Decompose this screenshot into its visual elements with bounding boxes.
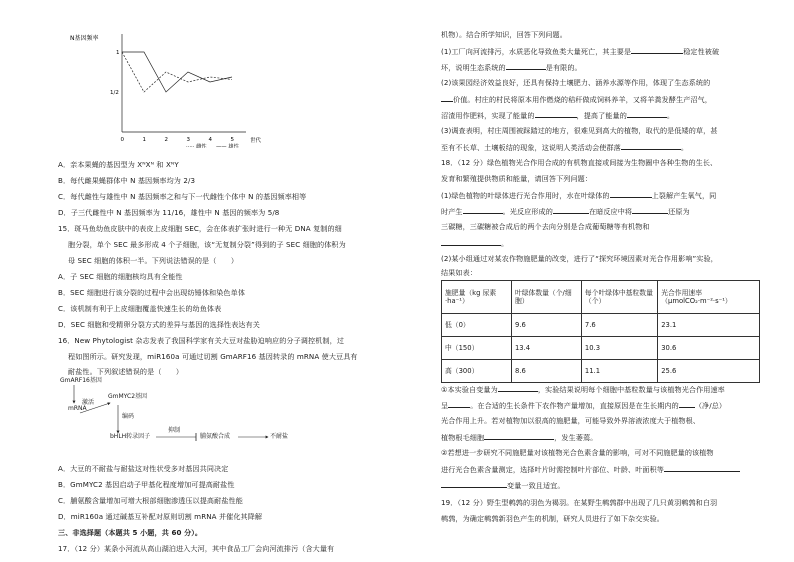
table-header: 光合作用速率（μmolCO₂·m⁻²·s⁻¹） bbox=[658, 281, 760, 314]
answer-blank[interactable] bbox=[463, 206, 503, 214]
table-header-row bbox=[442, 281, 760, 314]
q18-stem-2: 发育和繁殖提供物质和能量，请回答下列问题： bbox=[441, 174, 593, 183]
q18-after-line2 bbox=[441, 400, 726, 410]
table-cell: 中（150） bbox=[442, 337, 512, 360]
q17-cont-1: 机物）。结合所学知识，回答下列问题。 bbox=[441, 30, 567, 39]
q14-option-d: D．子三代雌性中 N 基因频率为 11/16，雄性中 N 基因的频率为 5/8 bbox=[58, 208, 280, 217]
q18-part1-text-f: 还原为 bbox=[668, 207, 690, 216]
table-cell: 10.3 bbox=[581, 337, 657, 360]
q17-part1-text-a: (1)工厂向河流排污，水质恶化导致鱼类大量死亡，其主要是 bbox=[441, 47, 632, 56]
answer-blank[interactable] bbox=[631, 46, 683, 54]
series-line-male bbox=[122, 52, 232, 92]
regulation-diagram bbox=[58, 377, 288, 461]
answer-blank[interactable] bbox=[448, 400, 470, 408]
answer-blank[interactable] bbox=[627, 110, 667, 118]
q17-part1-text-c: 坏，说明生态系统的 bbox=[441, 63, 506, 72]
q17-part2-text-b: 价值。村庄的村民将原本用作燃烧的秸秆做成饲料养羊，又将羊粪发酵生产沼气， bbox=[453, 95, 712, 104]
table-cell: 25.6 bbox=[658, 360, 760, 383]
q18-part1-text-c: 时产生 bbox=[441, 207, 463, 216]
table-header: 每个叶绿体中基粒数量（个） bbox=[581, 281, 657, 314]
q14-option-b: B．每代雌果蝇群体中 N 基因频率均为 2/3 bbox=[58, 176, 196, 185]
series-line-female bbox=[122, 52, 232, 92]
answer-blank[interactable] bbox=[553, 206, 589, 214]
answer-blank[interactable] bbox=[621, 142, 681, 150]
q15-option-b: B．SEC 细胞进行该分裂的过程中会出现纺锤体和染色单体 bbox=[58, 288, 246, 297]
table-cell: 低（0） bbox=[442, 314, 512, 337]
gene-frequency-chart bbox=[62, 30, 282, 148]
q17-part1-text-b: 稳定性被破 bbox=[683, 47, 720, 56]
answer-blank[interactable] bbox=[441, 94, 453, 102]
diagram-activate: 激活 bbox=[82, 399, 95, 406]
q16-stem-line-1: 16．New Phytologist 杂志发表了我国科学家有关大豆对盐胁迫响应的分子调控机制，过 bbox=[58, 336, 344, 345]
diagram-bhlh: bHLH转录因子 bbox=[110, 433, 151, 440]
x-tick-label: 4 bbox=[208, 137, 212, 143]
q18-after-line1 bbox=[441, 384, 725, 394]
chart-ylabel: N基因频率 bbox=[70, 35, 99, 42]
q18-after-text-i: 变量一致且适宜。 bbox=[507, 481, 565, 490]
table-cell: 9.6 bbox=[511, 314, 581, 337]
diagram-gmmyc2: GmMYC2基因 bbox=[108, 393, 148, 400]
x-tick-label: 1 bbox=[142, 137, 146, 143]
q14-option-c: C．每代雌性与雄性中 N 基因频率之和与下一代雌性个体中 N 的基因频率相等 bbox=[58, 192, 307, 201]
q18-part1-line1 bbox=[441, 190, 716, 200]
y-tick-label: 1 bbox=[116, 50, 120, 56]
q18-after-line4 bbox=[441, 432, 597, 442]
q17-line-1: 17．（12 分）某条小河流从高山湖泊进入大河，其中食品工厂会向河流排污（含大量有 bbox=[58, 544, 335, 553]
q17-part1-text-d: 是有限的。 bbox=[545, 63, 582, 72]
table-row bbox=[442, 360, 760, 383]
q18-part1-line4 bbox=[441, 238, 508, 248]
q18-after-text-b: ，实验结果说明每个细胞中基粒数量与该植物光合作用速率 bbox=[537, 385, 725, 394]
table-row bbox=[442, 314, 760, 337]
answer-blank[interactable] bbox=[679, 400, 695, 408]
q18-after-line6 bbox=[441, 464, 740, 474]
q18-part1-line3: 三碳糖，三碳糖被合成后的两个去向分别是合成葡萄糖等有机物和 bbox=[441, 222, 650, 231]
q17-part2-line3 bbox=[441, 110, 674, 120]
q17-part3-text-b: 至有不长草、土壤板结的现象，这说明人类活动会使群落 bbox=[441, 143, 621, 152]
q18-part1-text-b: 上裂解产生氧气，同 bbox=[651, 191, 717, 200]
x-tick-label: 5 bbox=[230, 137, 234, 143]
q16-option-c: C．脯氨酸含量增加可增大根部细胞渗透压以提高耐盐性能 bbox=[58, 496, 243, 505]
q16-option-a: A．大豆的不耐盐与耐盐这对性状受多对基因共同决定 bbox=[58, 464, 229, 473]
q17-part2-line1: (2)该果园经济效益良好，还具有保持土壤肥力、涵养水源等作用，体现了生态系统的 bbox=[441, 78, 711, 87]
q16-option-d: D．miR160a 通过碱基互补配对原则切割 mRNA 并催化其降解 bbox=[58, 512, 263, 521]
q18-part1-text-g: 。 bbox=[501, 239, 509, 248]
diagram-arrows bbox=[58, 377, 288, 461]
answer-blank[interactable] bbox=[632, 206, 668, 214]
q19-line-2: 鹌鹑，为确定鹌鹑新羽色产生的机制，研究人员进行了如下杂交实验。 bbox=[441, 514, 665, 523]
x-tick-label: 3 bbox=[186, 137, 190, 143]
q17-part2-text-e: 。 bbox=[666, 111, 675, 120]
table-cell: 高（300） bbox=[442, 360, 512, 383]
q18-after-text-c: 呈 bbox=[441, 401, 449, 410]
q16-stem-line-3: 耐盐性。下列叙述错误的是（ ） bbox=[68, 367, 184, 376]
answer-blank[interactable] bbox=[441, 480, 507, 488]
q17-part3-line2 bbox=[441, 142, 688, 152]
answer-blank[interactable] bbox=[484, 432, 554, 440]
answer-blank[interactable] bbox=[610, 190, 652, 198]
table-cell: 11.1 bbox=[581, 360, 657, 383]
chart-xlabel: 世代 bbox=[250, 138, 262, 144]
q18-part1-line2 bbox=[441, 206, 690, 216]
q18-after-text-h: 进行光合色素含量测定，选择叶片时需控制叶片部位、叶龄、叶面积等 bbox=[441, 465, 665, 474]
table-row bbox=[442, 337, 760, 360]
diagram-inhibit: 抑制 bbox=[168, 427, 181, 434]
q14-option-a: A．亲本果蝇的基因型为 XᴺXᴺ 和 XᴺY bbox=[58, 160, 179, 169]
q18-after-text-a: ①本实验自变量为 bbox=[441, 385, 498, 394]
table-header: 施肥量（kg 尿素·ha⁻¹） bbox=[442, 281, 512, 314]
q17-part1-line1 bbox=[441, 46, 719, 56]
q17-part3-text-c: 。 bbox=[680, 143, 689, 152]
q16-stem-line-2: 程如图所示。研究发现，miR160a 可通过切割 GmARF16 基因转录的 mRNA 使大豆具有 bbox=[68, 352, 358, 361]
q17-part2-text-c: 沼渣用作肥料，实现了能量的 bbox=[441, 111, 535, 120]
q15-option-c: C．该机制有利于上皮细胞覆盖快速生长的幼鱼体表 bbox=[58, 304, 222, 313]
legend-male: —— 雄性 bbox=[216, 144, 239, 148]
q15-stem-line-2: 胞分裂，单个 SEC 最多形成 4 个子细胞，该“无复制分裂”得到的子 SEC 细胞的体积为 bbox=[68, 240, 346, 249]
q18-after-line3: 光合作用上升。若对植物加以很高的施肥量，可能导致外界溶液浓度大于植物根、 bbox=[441, 416, 700, 425]
q18-after-text-g: ，发生萎蔫。 bbox=[554, 433, 598, 442]
legend-female: ····· 雌性 bbox=[186, 144, 207, 148]
table-cell: 13.4 bbox=[511, 337, 581, 360]
q15-stem-line-3: 母 SEC 细胞的体积一半。下列说法错误的是（ ） bbox=[68, 256, 239, 265]
q18-part1-text-d: 。光反应形成的 bbox=[502, 207, 553, 216]
answer-blank[interactable] bbox=[506, 62, 546, 70]
q15-option-d: D．SEC 细胞和受精卵分裂方式的差异与基因的选择性表达有关 bbox=[58, 320, 260, 329]
table-cell: 8.6 bbox=[511, 360, 581, 383]
q18-after-line5: ②若想进一步研究不同施肥量对该植物光合色素含量的影响，可对不同施肥量的该植物 bbox=[441, 448, 714, 457]
q17-part2-line2 bbox=[441, 94, 712, 104]
diagram-encode: 编码 bbox=[122, 413, 135, 420]
y-tick-label: 1/2 bbox=[110, 90, 119, 96]
q15-stem-line-1: 15．斑马鱼幼鱼皮肤中的表皮上皮细胞 SEC，会在体表扩张时进行一种无 DNA 复制的细 bbox=[58, 224, 342, 233]
diagram-result: 不耐盐 bbox=[270, 433, 289, 440]
q18-after-line7 bbox=[441, 480, 565, 490]
fertilizer-table bbox=[441, 280, 760, 383]
table-cell: 23.1 bbox=[658, 314, 760, 337]
answer-blank[interactable] bbox=[664, 464, 740, 472]
x-tick-label: 2 bbox=[164, 137, 168, 143]
q17-part2-text-d: ，提高了能量的 bbox=[576, 111, 627, 120]
diagram-mrna: mRNA bbox=[68, 405, 87, 412]
q17-part1-line2 bbox=[441, 62, 582, 72]
q18-part2-line1: (2)某小组通过对某农作物施肥量的改变，进行了“探究环境因素对光合作用影响”实验， bbox=[441, 254, 718, 263]
table-cell: 30.6 bbox=[658, 337, 760, 360]
diagram-gmarf16: GmARF16基因 bbox=[60, 377, 102, 384]
q18-part2-line2: 结果如表： bbox=[441, 268, 477, 277]
diagram-product: 脯氨酸合成 bbox=[200, 433, 231, 440]
answer-blank[interactable] bbox=[441, 238, 501, 246]
q18-after-text-f: 植物根毛细胞 bbox=[441, 433, 485, 442]
q15-option-a: A．子 SEC 细胞的细胞核均具有全能性 bbox=[58, 272, 183, 281]
table-cell: 7.6 bbox=[581, 314, 657, 337]
q16-option-b: B．GmMYC2 基因启动子甲基化程度增加可提高耐盐性 bbox=[58, 480, 235, 489]
q19-line-1: 19．（12 分）野生型鹌鹑的羽色为褐羽。在某野生鹌鹑群中出现了几只黄羽鹌鹑和白羽 bbox=[441, 498, 718, 507]
q18-after-text-e: （净/总） bbox=[694, 401, 727, 410]
q18-after-text-d: 。在合适的生长条件下农作物产量增加，直接原因是在生长期内的 bbox=[470, 401, 679, 410]
x-tick-label: 0 bbox=[120, 137, 124, 143]
q17-part3-line1: (3)调查表明，村庄周围被踩踏过的地方，很难见到高大的植物，取代的是低矮的草，甚 bbox=[441, 126, 718, 135]
answer-blank[interactable] bbox=[498, 384, 538, 392]
q18-stem-1: 18．（12 分）绿色植物光合作用合成的有机物直接或间接为生物圈中各种生物的生长、 bbox=[441, 158, 718, 167]
section-title: 三、非选择题（本题共 5 小题，共 60 分）。 bbox=[58, 528, 203, 537]
chart-svg bbox=[62, 30, 282, 148]
q18-part1-text-e: 在暗反应中将 bbox=[588, 207, 633, 216]
table-header: 叶绿体数量（个/细胞） bbox=[511, 281, 581, 314]
q18-part1-text-a: (1)绿色植物的叶绿体进行光合作用时，水在叶绿体的 bbox=[441, 191, 610, 200]
answer-blank[interactable] bbox=[535, 110, 577, 118]
